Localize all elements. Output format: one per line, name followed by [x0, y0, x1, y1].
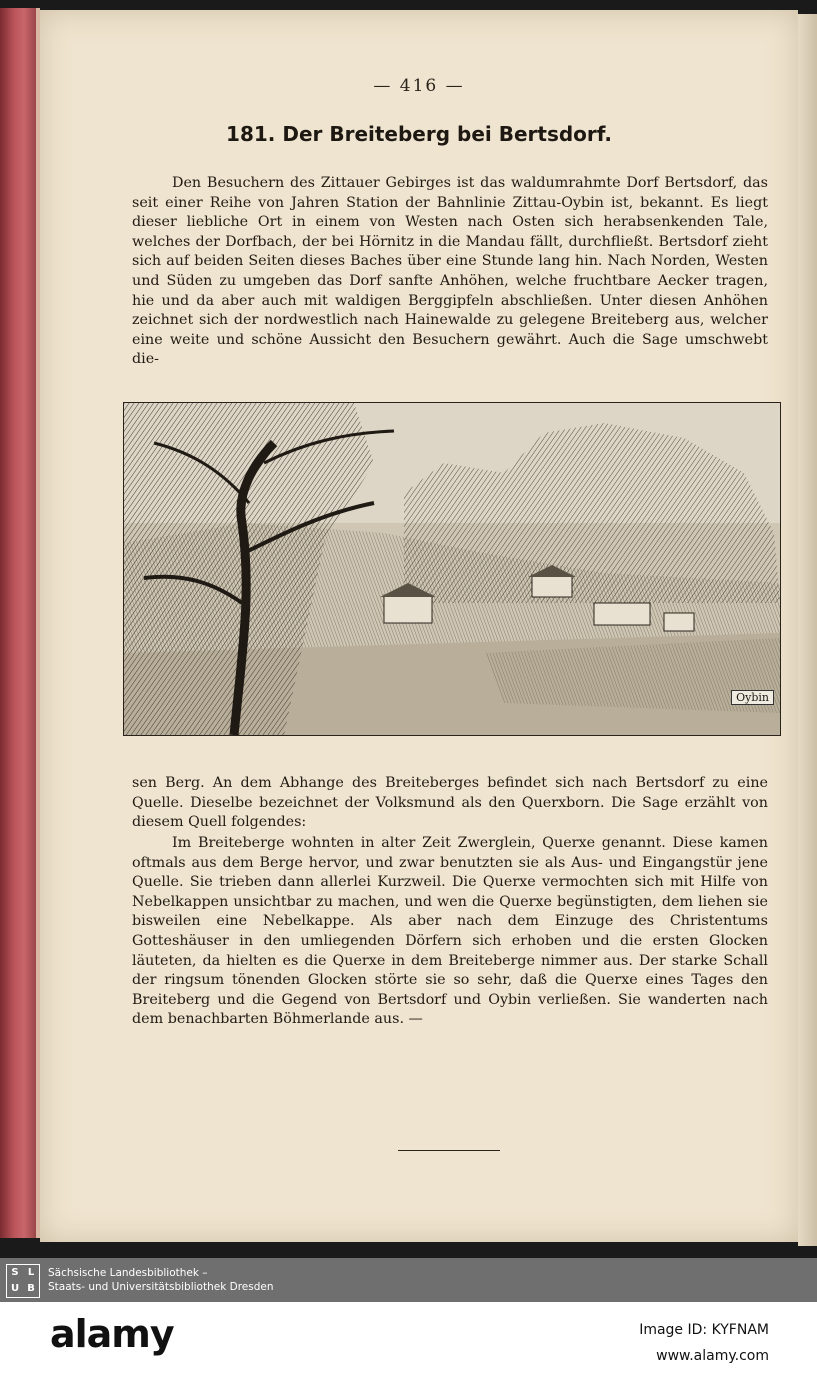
paragraph-intro: Den Besuchern des Zittauer Gebirges ist das waldumrahmte Dorf Bertsdorf, das seit einer Reihe von Jahren Station der Bahnlinie Zittau-Oybin ist, bekannt. Es liegt dieser liebliche Ort in einem von Westen nach Osten sich herabsenkenden Tale, welches der Dorfbach, der bei Hörnitz in die Mandau fällt, durchfließt. Bertsdorf zieht sich auf beiden Seiten dieses Baches über eine Stunde lang hin. Nach Norden, Westen und Süden zu umgeben das Dorf sanfte Anhöhen, welche fruchtbare Aecker tragen, hie und da aber auch mit waldigen Berggipfeln abschließen. Unter diesen Anhöhen zeichnet sich der nordwestlich nach Hainewalde zu gelegene Breiteberg aus, welcher eine weite und schöne Aussicht den Besuchern gewährt. Auch die Sage umschwebt die- — [132, 175, 768, 368]
logo-letter: U — [10, 1283, 20, 1294]
library-credit — [48, 1266, 274, 1294]
library-line-1: Sächsische Landesbibliothek – — [48, 1267, 208, 1279]
end-rule — [398, 1150, 500, 1151]
engraving-illustration — [124, 403, 780, 735]
book-page — [40, 10, 798, 1242]
alamy-logo[interactable]: alamy — [50, 1312, 174, 1356]
illustration-oybin — [123, 402, 781, 736]
book-spine — [0, 8, 40, 1238]
logo-letter: B — [27, 1283, 35, 1294]
page-number: — 416 — — [373, 76, 465, 96]
paragraph-legend: Im Breiteberge wohnten in alter Zeit Zwerglein, Querxe genannt. Diese kamen oftmals aus dem Berge hervor, und zwar benutzten sie als Aus- und Eingangstür jene Quelle. Sie trieben dann allerlei Kurzweil. Die Querxe vermochten sich mit Hilfe von Nebelkappen unsichtbar zu machen, und wen die Querxe begünstigten, dem liehen sie bisweilen eine Nebelkappe. Als aber nach dem Einzuge des Christentums Gotteshäuser in den umliegenden Dörfern sich erhoben und die ersten Glocken läuteten, da hielten es die Querxe in dem Breiteberge nimmer aus. Der starke Schall der ringsum tönenden Glocken störte sie so sehr, daß die Querxe eines Tages den Breiteberg und die Gegend von Bertsdorf und Oybin verließen. Sie wanderten nach dem benachbarten Böhmerlande aus. — — [132, 835, 768, 1028]
slub-logo-icon — [6, 1264, 40, 1298]
logo-letter: L — [27, 1267, 35, 1278]
image-id: Image ID: KYFNAM — [639, 1322, 769, 1338]
figure-caption: Oybin — [731, 690, 774, 705]
logo-letter: S — [11, 1267, 19, 1278]
page-edge — [798, 14, 817, 1246]
stock-url-link[interactable]: www.alamy.com — [656, 1348, 769, 1364]
paragraph-continuation: sen Berg. An dem Abhange des Breiteberges befindet sich nach Bertsdorf zu eine Quelle. Dieselbe bezeichnet der Volksmund als den Querxborn. Die Sage erzählt von diesem Quell folgendes: — [132, 775, 768, 831]
chapter-title: 181. Der Breiteberg bei Bertsdorf. — [226, 122, 612, 146]
library-line-2: Staats- und Universitätsbibliothek Dresden — [48, 1281, 274, 1293]
